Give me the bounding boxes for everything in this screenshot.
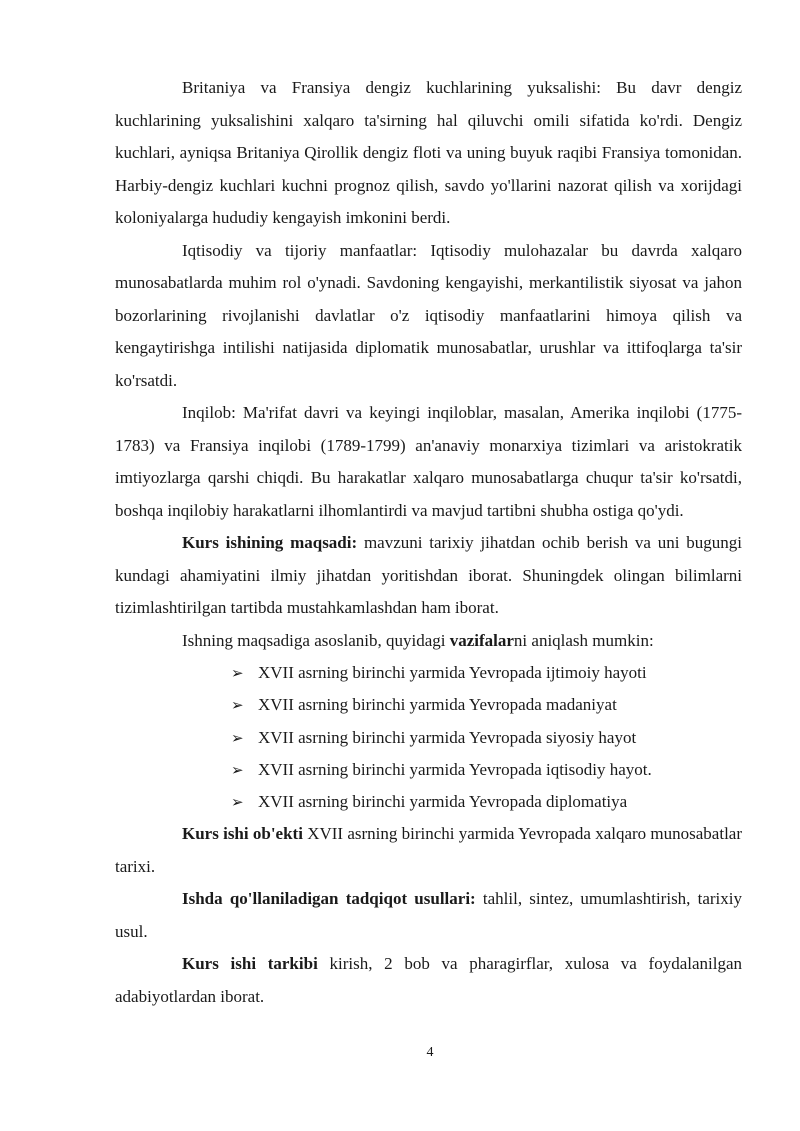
document-page — [115, 72, 742, 1013]
arrowhead-bullet-icon: ➢ — [231, 728, 244, 747]
list-item-text: XVII asrning birinchi yarmida Yevropada siyosiy hayot — [258, 727, 637, 747]
list-item — [231, 657, 742, 689]
tasks-list — [115, 657, 742, 818]
paragraph-economic-interests: Iqtisodiy va tijoriy manfaatlar: Iqtisodiy mulohazalar bu davrda xalqaro munosabatlarda muhim rol o'ynadi. Savdoning kengayishi, merkantilistik siyosat va jahon bozorlarining rivojlanishi davlatlar o'z iqtisodiy manfaatlarini himoya qilish va kengaytirishga intilishi natijasida diplomatik munosabatlar, urushlar va ittifoqlarga ta'sir ko'rsatdi. — [115, 240, 742, 390]
course-goal-text: mavzuni tarixiy jihatdan ochib berish va uni bugungi kundagi ahamiyatini ilmiy jihatdan yoritishdan iborat. Shuningdek olingan bilimlarni tizimlashtirilgan tartibda mustahkamlashdan ham iborat. — [115, 533, 742, 617]
arrowhead-bullet-icon: ➢ — [231, 696, 244, 715]
research-methods-heading: Ishda qo'llaniladigan tadqiqot usullari: — [182, 889, 476, 909]
research-methods-text: tahlil, sintez, umumlashtirish, tarixiy usul. — [115, 889, 743, 941]
course-structure-heading: Kurs ishi tarkibi — [182, 954, 318, 974]
arrowhead-bullet-icon: ➢ — [231, 760, 244, 779]
list-item-text: XVII asrning birinchi yarmida Yevropada madaniyat — [258, 695, 617, 715]
paragraph-research-methods — [115, 883, 742, 948]
course-object-heading: Kurs ishi ob'ekti — [182, 824, 303, 844]
list-item — [231, 786, 742, 818]
list-item-text: XVII asrning birinchi yarmida Yevropada diplomatiya — [258, 792, 628, 812]
page-number: 4 — [426, 1045, 434, 1060]
tasks-intro-bold: vazifalar — [449, 630, 514, 650]
paragraph-course-goal — [115, 527, 742, 625]
paragraph-naval-powers: Britaniya va Fransiya dengiz kuchlarining yuksalishi: Bu davr dengiz kuchlarining yuksalishini xalqaro ta'sirning hal qiluvchi omili sifatida ko'rdi. Dengiz kuchlari, ayniqsa Britaniya Qirollik dengiz floti va uning buyuk raqibi Fransiya tomonidan. Harbiy-dengiz kuchlari kuchni prognoz qilish, savdo yo'llarini nazorat qilish va xorijdagi koloniyalarga hududiy kengayish imkonini berdi. — [115, 78, 742, 227]
arrowhead-bullet-icon: ➢ — [231, 664, 244, 682]
course-object-text: XVII asrning birinchi yarmida Yevropada xalqaro munosabatlar tarixi. — [115, 824, 743, 876]
list-item-text: XVII asrning birinchi yarmida Yevropada ijtimoiy hayoti — [258, 663, 647, 682]
paragraph-course-structure — [115, 948, 742, 1013]
tasks-intro-before: Ishning maqsadiga asoslanib, quyidagi — [182, 630, 450, 650]
list-item — [231, 689, 742, 721]
arrowhead-bullet-icon: ➢ — [231, 793, 244, 812]
tasks-intro-after: ni aniqlash mumkin: — [513, 630, 654, 650]
course-goal-heading: Kurs ishining maqsadi: — [182, 533, 358, 552]
list-item-text: XVII asrning birinchi yarmida Yevropada iqtisodiy hayot. — [258, 759, 652, 779]
course-structure-text: kirish, 2 bob va pharagirflar, xulosa va foydalanilgan adabiyotlardan iborat. — [115, 954, 742, 1006]
list-item — [231, 722, 742, 754]
paragraph-tasks-intro — [115, 625, 742, 658]
paragraph-course-object — [115, 818, 742, 883]
list-item — [231, 754, 742, 786]
paragraph-revolution: Inqilob: Ma'rifat davri va keyingi inqiloblar, masalan, Amerika inqilobi (1775-1783) va Fransiya inqilobi (1789-1799) an'anaviy monarxiya tizimlari va aristokratik imtiyozlarga qarshi chiqdi. Bu harakatlar xalqaro munosabatlarga chuqur ta'sir ko'rsatdi, boshqa inqilobiy harakatlarni ilhomlantirdi va mavjud tartibni shubha ostiga qo'ydi. — [115, 403, 742, 520]
